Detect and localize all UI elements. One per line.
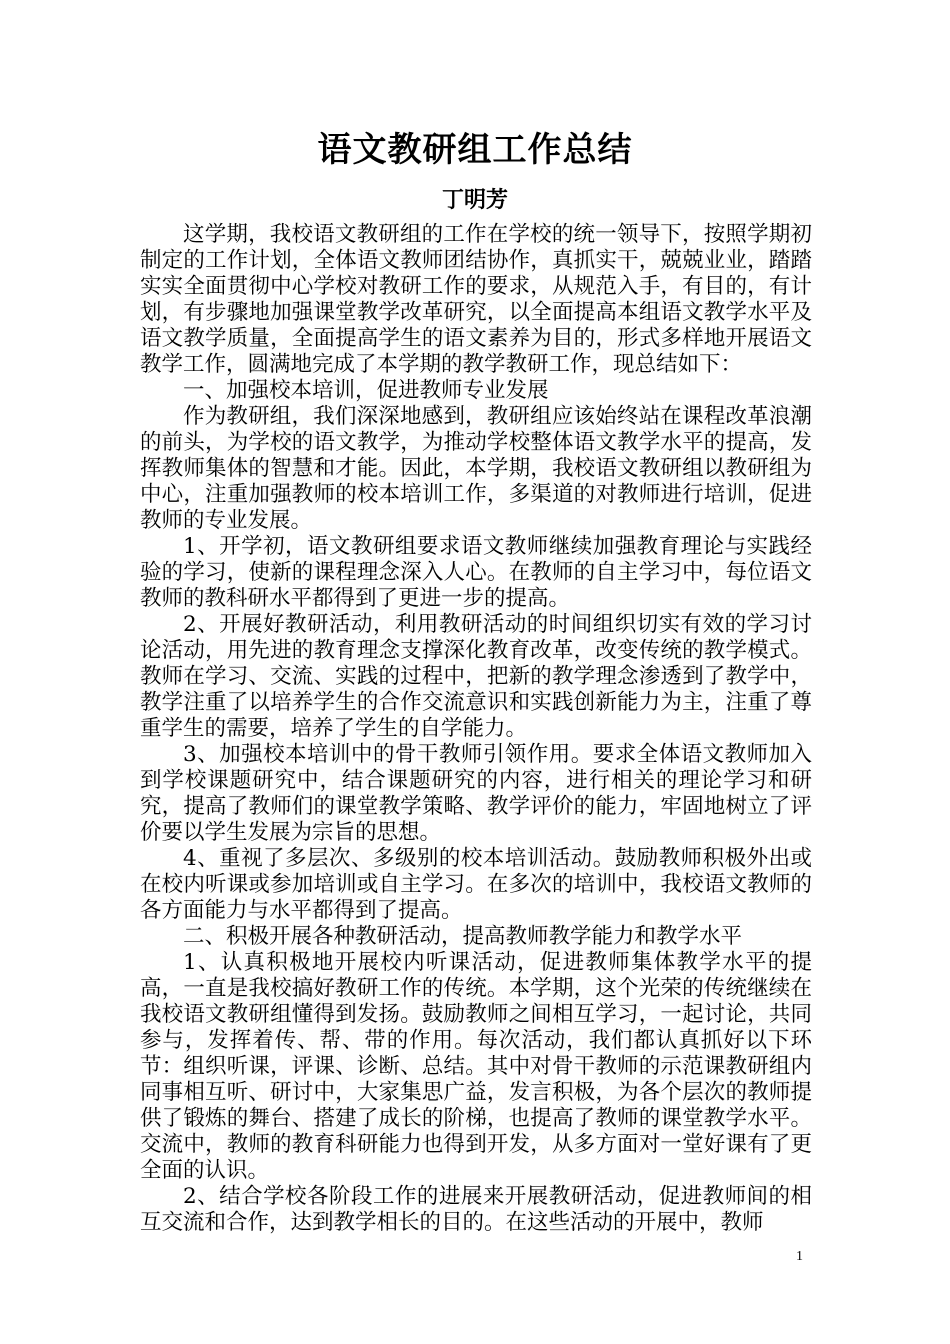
intro-paragraph: 这学期，我校语文教研组的工作在学校的统一领导下，按照学期初制定的工作计划，全体语文教师团结协作，真抓实干，兢兢业业，踏踏实实全面贯彻中心学校对教研工作的要求，从规范入手，有目的，有计划，有步骤地加强课堂教学改革研究，以全面提高本组语文教学水平及语文教学质量，全面提高学生的语文素养为目的，形式多样地开展语文教学工作，圆满地完成了本学期的教学教研工作，现总结如下： xyxy=(140,222,812,377)
section-1-item-2: 2、开展好教研活动，利用教研活动的时间组织切实有效的学习讨论活动，用先进的教育理念支撑深化教育改革，改变传统的教学模式。教师在学习、交流、实践的过程中，把新的教学理念渗透到了教学中，教学注重了以培养学生的合作交流意识和实践创新能力为主，注重了尊重学生的需要，培养了学生的自学能力。 xyxy=(140,612,812,741)
section-2-item-1: 1、认真积极地开展校内听课活动，促进教师集体教学水平的提高，一直是我校搞好教研工作的传统。本学期，这个光荣的传统继续在我校语文教研组懂得到发扬。鼓励教师之间相互学习，一起讨论，共同参与，发挥着传、帮、带的作用。每次活动，我们都认真抓好以下环节：组织听课，评课、诊断、总结。其中对骨干教师的示范课教研组内同事相互听、研讨中，大家集思广益，发言积极，为各个层次的教师提供了锻炼的舞台、搭建了成长的阶梯，也提高了教师的课堂教学水平。交流中，教师的教育科研能力也得到开发，从多方面对一堂好课有了更全面的认识。 xyxy=(140,950,812,1183)
section-1-item-1: 1、开学初，语文教研组要求语文教师继续加强教育理论与实践经验的学习，使新的课程理念深入人心。在教师的自主学习中，每位语文教师的教科研水平都得到了更进一步的提高。 xyxy=(140,534,812,611)
section-heading-2: 二、积极开展各种教研活动，提高教师教学能力和教学水平 xyxy=(183,924,743,949)
section-1-item-3: 3、加强校本培训中的骨干教师引领作用。要求全体语文教师加入到学校课题研究中，结合课题研究的内容，进行相关的理论学习和研究，提高了教师们的课堂教学策略、教学评价的能力，牢固地树立了评价要以学生发展为宗旨的思想。 xyxy=(140,742,812,845)
page-number: 1 xyxy=(796,1249,803,1264)
document-title: 语文教研组工作总结 xyxy=(317,130,633,170)
section-2-item-2: 2、结合学校各阶段工作的进展来开展教研活动，促进教师间的相互交流和合作，达到教学相长的目的。在这些活动的开展中，教师 xyxy=(140,1184,812,1235)
section-heading-1: 一、加强校本培训，促进教师专业发展 xyxy=(183,378,549,403)
document-body xyxy=(140,222,812,1236)
section-1-item-4: 4、重视了多层次、多级别的校本培训活动。鼓励教师积极外出或在校内听课或参加培训或自主学习。在多次的培训中，我校语文教师的各方面能力与水平都得到了提高。 xyxy=(140,846,812,923)
author-name: 丁明芳 xyxy=(441,188,508,213)
section-1-intro-paragraph: 作为教研组，我们深深地感到，教研组应该始终站在课程改革浪潮的前头，为学校的语文教学，为推动学校整体语文教学水平的提高，发挥教师集体的智慧和才能。因此，本学期，我校语文教研组以教研组为中心，注重加强教师的校本培训工作，多渠道的对教师进行培训，促进教师的专业发展。 xyxy=(140,404,812,533)
